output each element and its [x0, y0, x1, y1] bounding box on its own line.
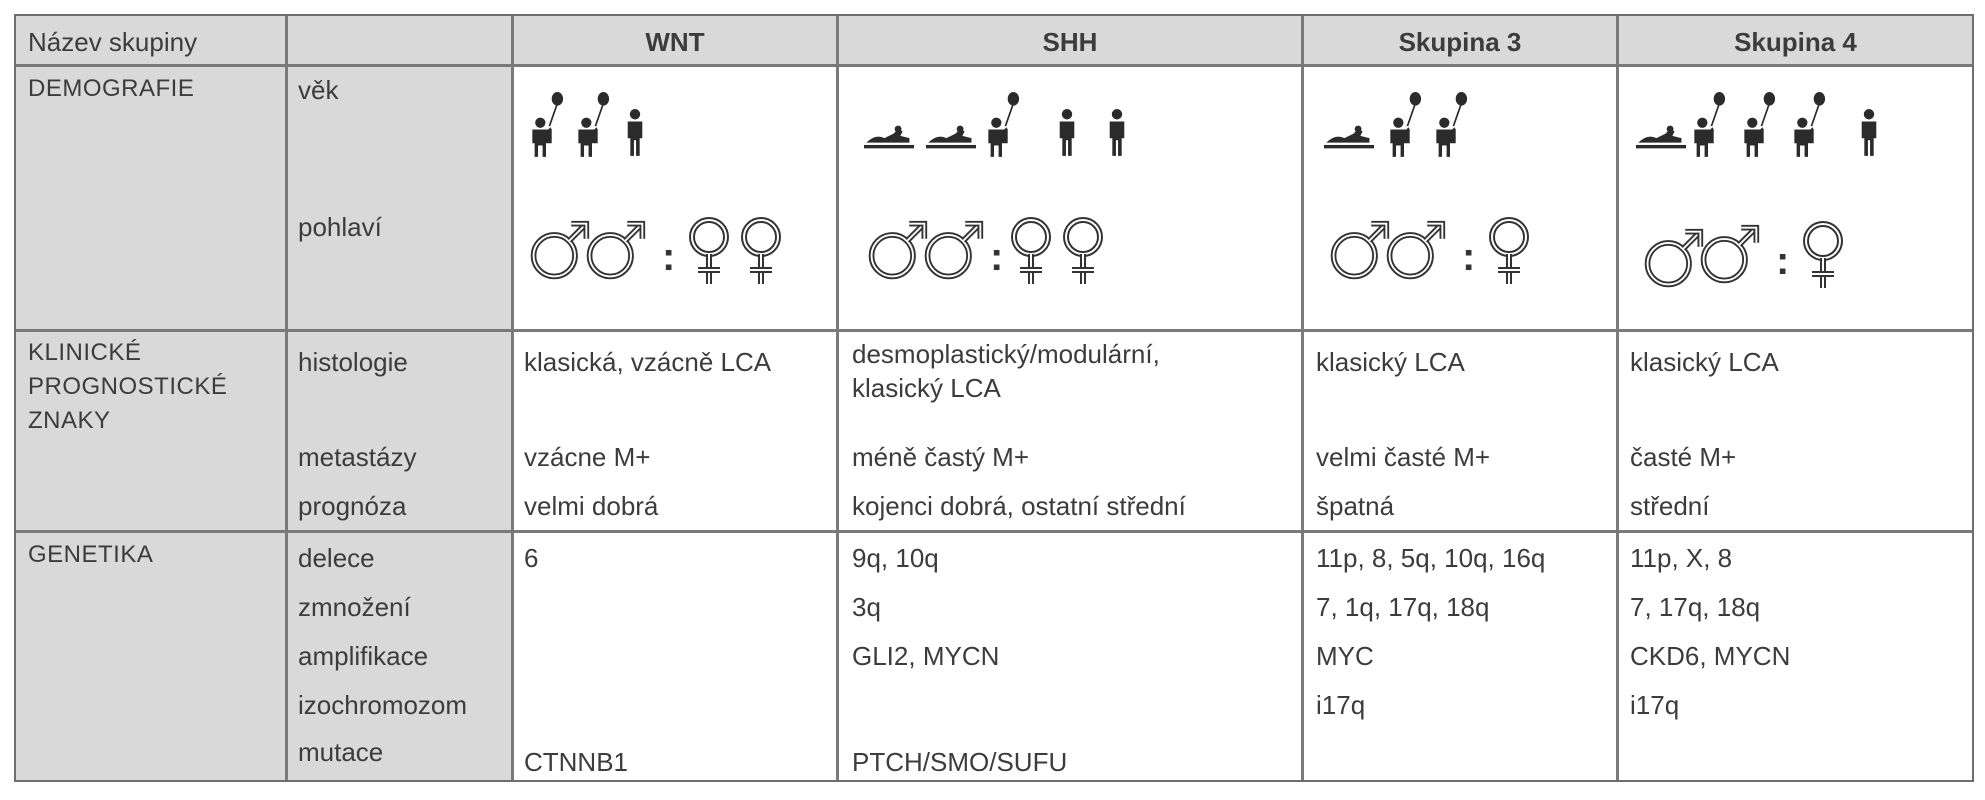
deletion-group3: 11p, 8, 5q, 10q, 16q [1316, 543, 1546, 573]
deletion-shh: 9q, 10q [852, 543, 939, 573]
header-group4: Skupina 4 [1734, 27, 1857, 57]
female-symbol-icon [1066, 220, 1100, 284]
ratio-separator: : [990, 235, 1004, 279]
header-shh: SHH [1042, 27, 1098, 57]
child-with-balloon-icon [1436, 92, 1467, 157]
grid-line [836, 16, 839, 780]
sex-ratio-group4 [1640, 216, 1900, 296]
child-with-balloon-icon [578, 92, 609, 157]
amplification-shh: GLI2, MYCN [852, 641, 1000, 671]
section-demography-title: DEMOGRAFIE [28, 75, 195, 102]
female-symbol-icon [1014, 220, 1048, 284]
histology-wnt: klasická, vzácně LCA [524, 347, 772, 377]
header-wnt: WNT [645, 27, 705, 57]
age-icons-shh [864, 80, 1244, 160]
male-symbol-icon [1334, 224, 1387, 277]
grid-line [1301, 16, 1304, 780]
gain-shh: 3q [852, 592, 881, 622]
section-clinical-title-line-3: ZNAKY [28, 407, 111, 434]
metastasis-wnt: vzácne M+ [524, 442, 651, 472]
row-label-deletion: delece [298, 543, 375, 573]
histology-shh-line-2: klasický LCA [852, 373, 1001, 403]
row-label-amplification: amplifikace [298, 641, 429, 671]
child-with-balloon-icon [1744, 92, 1775, 157]
female-symbol-icon [692, 220, 726, 284]
row-label-isochromosome: izochromozom [298, 690, 468, 720]
row-label-sex: pohlaví [298, 212, 382, 242]
child-with-balloon-icon [1390, 92, 1421, 157]
female-symbol-icon [744, 220, 778, 284]
row-label-age: věk [298, 75, 339, 105]
adult-icon [628, 109, 643, 156]
sex-ratio-group3 [1326, 212, 1586, 292]
adult-icon [1060, 109, 1075, 156]
header-group-name: Název skupiny [28, 27, 198, 57]
age-icons-wnt [526, 80, 746, 160]
histology-shh-line-1: desmoplastický/modulární, [852, 339, 1160, 369]
age-icons-group3 [1324, 80, 1564, 160]
infant-icon [1636, 126, 1686, 149]
amplification-group4: CKD6, MYCN [1630, 641, 1791, 671]
grid-line [285, 16, 288, 780]
grid-line [511, 16, 514, 780]
grid-line [1616, 16, 1619, 780]
child-with-balloon-icon [1794, 92, 1825, 157]
prognosis-shh: kojenci dobrá, ostatní střední [852, 491, 1186, 521]
adult-icon [1862, 109, 1877, 156]
isochromosome-group3: i17q [1316, 690, 1366, 720]
classification-table [14, 14, 1974, 782]
child-with-balloon-icon [532, 92, 563, 157]
infant-icon [926, 126, 976, 149]
metastasis-group4: časté M+ [1630, 442, 1737, 472]
histology-group4: klasický LCA [1630, 347, 1779, 377]
row-label-mutation: mutace [298, 737, 384, 767]
sex-ratio-shh [864, 212, 1164, 292]
prognosis-group4: střední [1630, 491, 1710, 521]
male-symbol-icon [928, 224, 981, 277]
age-icons-group4 [1636, 80, 1966, 160]
gain-group4: 7, 17q, 18q [1630, 592, 1761, 622]
deletion-wnt: 6 [524, 543, 539, 573]
prognosis-group3: špatná [1316, 491, 1395, 521]
male-symbol-icon [1704, 228, 1757, 281]
male-symbol-icon [872, 224, 925, 277]
female-symbol-icon [1806, 224, 1840, 288]
male-symbol-icon [1390, 224, 1443, 277]
header-group3: Skupina 3 [1398, 27, 1522, 57]
grid-line [16, 64, 1972, 67]
deletion-group4: 11p, X, 8 [1630, 543, 1733, 573]
infant-icon [864, 126, 914, 149]
infant-icon [1324, 126, 1374, 149]
metastasis-shh: méně častý M+ [852, 442, 1030, 472]
grid-line [16, 329, 1972, 332]
ratio-separator: : [1462, 235, 1476, 279]
section-genetics-title: GENETIKA [28, 541, 154, 568]
male-symbol-icon [1648, 232, 1701, 285]
male-symbol-icon [590, 224, 643, 277]
sex-ratio-wnt [526, 212, 826, 292]
female-symbol-icon [1492, 220, 1526, 284]
section-clinical-title-line-1: KLINICKÉ [28, 339, 142, 366]
histology-group3: klasický LCA [1316, 347, 1465, 377]
row-label-gain: zmnožení [298, 592, 411, 622]
mutation-wnt: CTNNB1 [524, 747, 629, 777]
row-label-histology: histologie [298, 347, 408, 377]
grid-line [16, 530, 1972, 533]
child-with-balloon-icon [1694, 92, 1725, 157]
adult-icon [1110, 109, 1125, 156]
male-symbol-icon [534, 224, 587, 277]
section-clinical-title-line-2: PROGNOSTICKÉ [28, 373, 228, 400]
isochromosome-group4: i17q [1630, 690, 1680, 720]
metastasis-group3: velmi časté M+ [1316, 442, 1491, 472]
ratio-separator: : [662, 235, 676, 279]
gain-group3: 7, 1q, 17q, 18q [1316, 592, 1490, 622]
prognosis-wnt: velmi dobrá [524, 491, 659, 521]
row-label-metastasis: metastázy [298, 442, 417, 472]
ratio-separator: : [1776, 239, 1790, 283]
child-with-balloon-icon [988, 92, 1019, 157]
row-label-prognosis: prognóza [298, 491, 407, 521]
amplification-group3: MYC [1316, 641, 1374, 671]
mutation-shh: PTCH/SMO/SUFU [852, 747, 1068, 777]
